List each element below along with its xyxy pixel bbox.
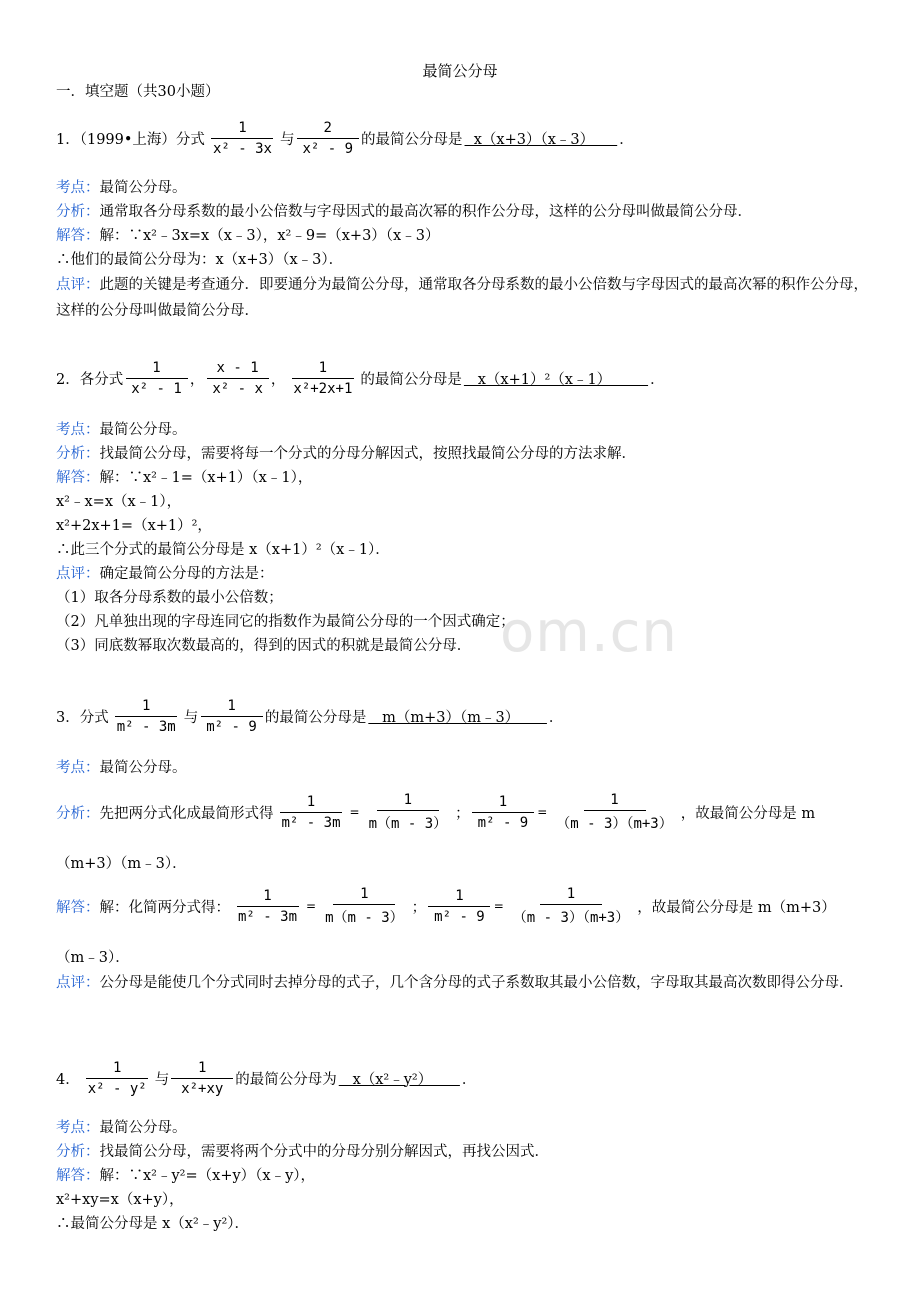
dianping-2: 点评：确定最简公分母的方法是： xyxy=(56,566,274,582)
answer: m（m+3）（m﹣3） xyxy=(368,709,547,726)
fraction: $\frac{1}{\text{m² - 9}}$ xyxy=(200,698,263,735)
answer: x（x²﹣y²） xyxy=(338,1071,460,1088)
fenxi-2: 分析：找最简公分母，需要将每一个分式的分母分解因式，按照找最简公分母的方法求解． xyxy=(56,446,636,462)
dianping-2-item2: （2）凡单独出现的字母连同它的指数作为最简公分母的一个因式确定； xyxy=(56,614,515,630)
jieda-4-line3: ∴最简公分母是 x（x²﹣y²）． xyxy=(56,1216,250,1232)
fraction: $\frac{2}{\text{x² - 9}}$ xyxy=(296,120,359,157)
fraction: $\frac{1}{\text{m² - 9}}$ xyxy=(428,888,491,925)
jieda-1: 解答：解：∵x²﹣3x=x（x﹣3），x²﹣9=（x+3）（x﹣3） xyxy=(56,228,440,244)
fraction: $\frac{1}{\text{x²+2x+1}}$ xyxy=(293,359,353,397)
fraction: $\frac{1}{\text{m² - 3m}}$ xyxy=(238,887,298,925)
question-1: 1．（1999•上海）分式 $\frac{1}{\text{x² - 3x}}$ 与 $\frac{2}{\text{x² - 9}}$ 的最简公分母是 x（x+3）（x﹣3） ． xyxy=(56,119,634,157)
jieda-4-line2: x²+xy=x（x+y）， xyxy=(56,1192,184,1208)
question-4: 4． $\frac{1}{\text{x² - y²}}$ 与 $\frac{1}{\text{x²+xy}}$ 的最简公分母为 x（x²﹣y²） ． xyxy=(56,1059,477,1097)
question-3: 3．分式 $\frac{1}{\text{m² - 3m}}$ 与 $\frac{1}{\text{m² - 9}}$ 的最简公分母是 m（m+3）（m﹣3） ． xyxy=(56,697,564,735)
kaodian-1: 考点：最简公分母。 xyxy=(56,180,187,196)
jieda-2: 解答：解：∵x²﹣1=（x+1）（x﹣1）， xyxy=(56,470,313,486)
dianping-2-item3: （3）同底数幂取次数最高的，得到的因式的积就是最简公分母． xyxy=(56,638,472,654)
jieda-2-line2: x²﹣x=x（x﹣1）， xyxy=(56,494,182,510)
dianping-1: 点评：此题的关键是考查通分．即要通分为最简公分母，通常取各分母系数的最小公倍数与字母因式的最高次幂的积作公分母，这样的公分母叫做最简公分母． xyxy=(56,277,868,319)
jieda-3: 解答： 解：化简两分式得： $\frac{1}{\text{m² - 3m}}$ = $\frac{1}{m(m - 3)}$ ； $\frac{1}{\text{m² - 9}}$ = $\frac{1}{(m - 3)(m+3)}$ ，故最简公分母是 m（m+3） xyxy=(56,885,836,926)
fraction: $\frac{1}{\text{m² - 3m}}$ xyxy=(281,793,341,831)
kaodian-3: 考点：最简公分母。 xyxy=(56,760,187,776)
fenxi-3-cont: （m+3）（m﹣3）． xyxy=(56,856,187,872)
fraction: $\frac{1}{m(m - 3)}$ xyxy=(368,791,448,832)
fenxi-1: 分析：通常取各分母系数的最小公倍数与字母因式的最高次幂的积作公分母，这样的公分母叫做最简公分母． xyxy=(56,204,752,220)
fraction: $\frac{1}{\text{x² - 1}}$ xyxy=(125,360,188,397)
jieda-3-cont: （m﹣3）． xyxy=(56,950,130,966)
page-title: 最简公分母 xyxy=(422,62,498,80)
dianping-2-item1: （1）取各分母系数的最小公倍数； xyxy=(56,590,283,606)
section-heading: 一．填空题（共30小题） xyxy=(56,84,220,100)
jieda-4: 解答：解：∵x²﹣y²=（x+y）（x﹣y）， xyxy=(56,1168,316,1184)
answer: x（x+3）（x﹣3） xyxy=(464,131,618,148)
jieda-2-line4: ∴此三个分式的最简公分母是 x（x+1）²（x﹣1）． xyxy=(56,542,390,558)
watermark: om.cn xyxy=(500,600,678,665)
answer: x（x+1）²（x﹣1） xyxy=(463,371,649,388)
fraction: $\frac{1}{\text{x² - y²}}$ xyxy=(87,1059,147,1097)
kaodian-4: 考点：最简公分母。 xyxy=(56,1120,187,1136)
fraction: $\frac{1}{(m - 3)(m+3)}$ xyxy=(512,885,630,926)
fraction: $\frac{1}{(m - 3)(m+3)}$ xyxy=(556,791,673,832)
fraction: $\frac{1}{\text{x² - 3x}}$ xyxy=(212,119,272,157)
fraction: $\frac{1}{m(m - 3)}$ xyxy=(325,885,404,926)
dianping-3: 点评：公分母是能使几个分式同时去掉分母的式子，几个含分母的式子系数取其最小公倍数，字母取其最高次数即得公分母． xyxy=(56,975,854,991)
jieda-2-line3: x²+2x+1=（x+1）²， xyxy=(56,518,212,534)
question-2: 2．各分式 $\frac{1}{\text{x² - 1}}$ ， $\frac{x - 1}{\text{x² - x}}$ ， $\frac{1}{\text{x²+2x+1}}$ 的最简公分母是 x（x+1）²（x﹣1） ． xyxy=(56,359,665,397)
fraction: $\frac{1}{\text{m² - 3m}}$ xyxy=(116,697,176,735)
fenxi-3: 分析： 先把两分式化成最简形式得 $\frac{1}{\text{m² - 3m}}$ = $\frac{1}{m(m - 3)}$ ； $\frac{1}{\text{m² - 9}}$ = $\frac{1}{(m - 3)(m+3)}$ ，故最简公分母是 m xyxy=(56,791,816,832)
fenxi-4: 分析：找最简公分母，需要将两个分式中的分母分别分解因式，再找公因式． xyxy=(56,1144,549,1160)
fraction: $\frac{1}{\text{m² - 9}}$ xyxy=(472,794,535,831)
jieda-1-cont: ∴他们的最简公分母为：x（x+3）（x﹣3）． xyxy=(56,252,344,268)
fraction: $\frac{1}{\text{x²+xy}}$ xyxy=(171,1060,233,1097)
fraction: $\frac{x - 1}{\text{x² - x}}$ xyxy=(206,360,269,397)
kaodian-2: 考点：最简公分母。 xyxy=(56,422,187,438)
